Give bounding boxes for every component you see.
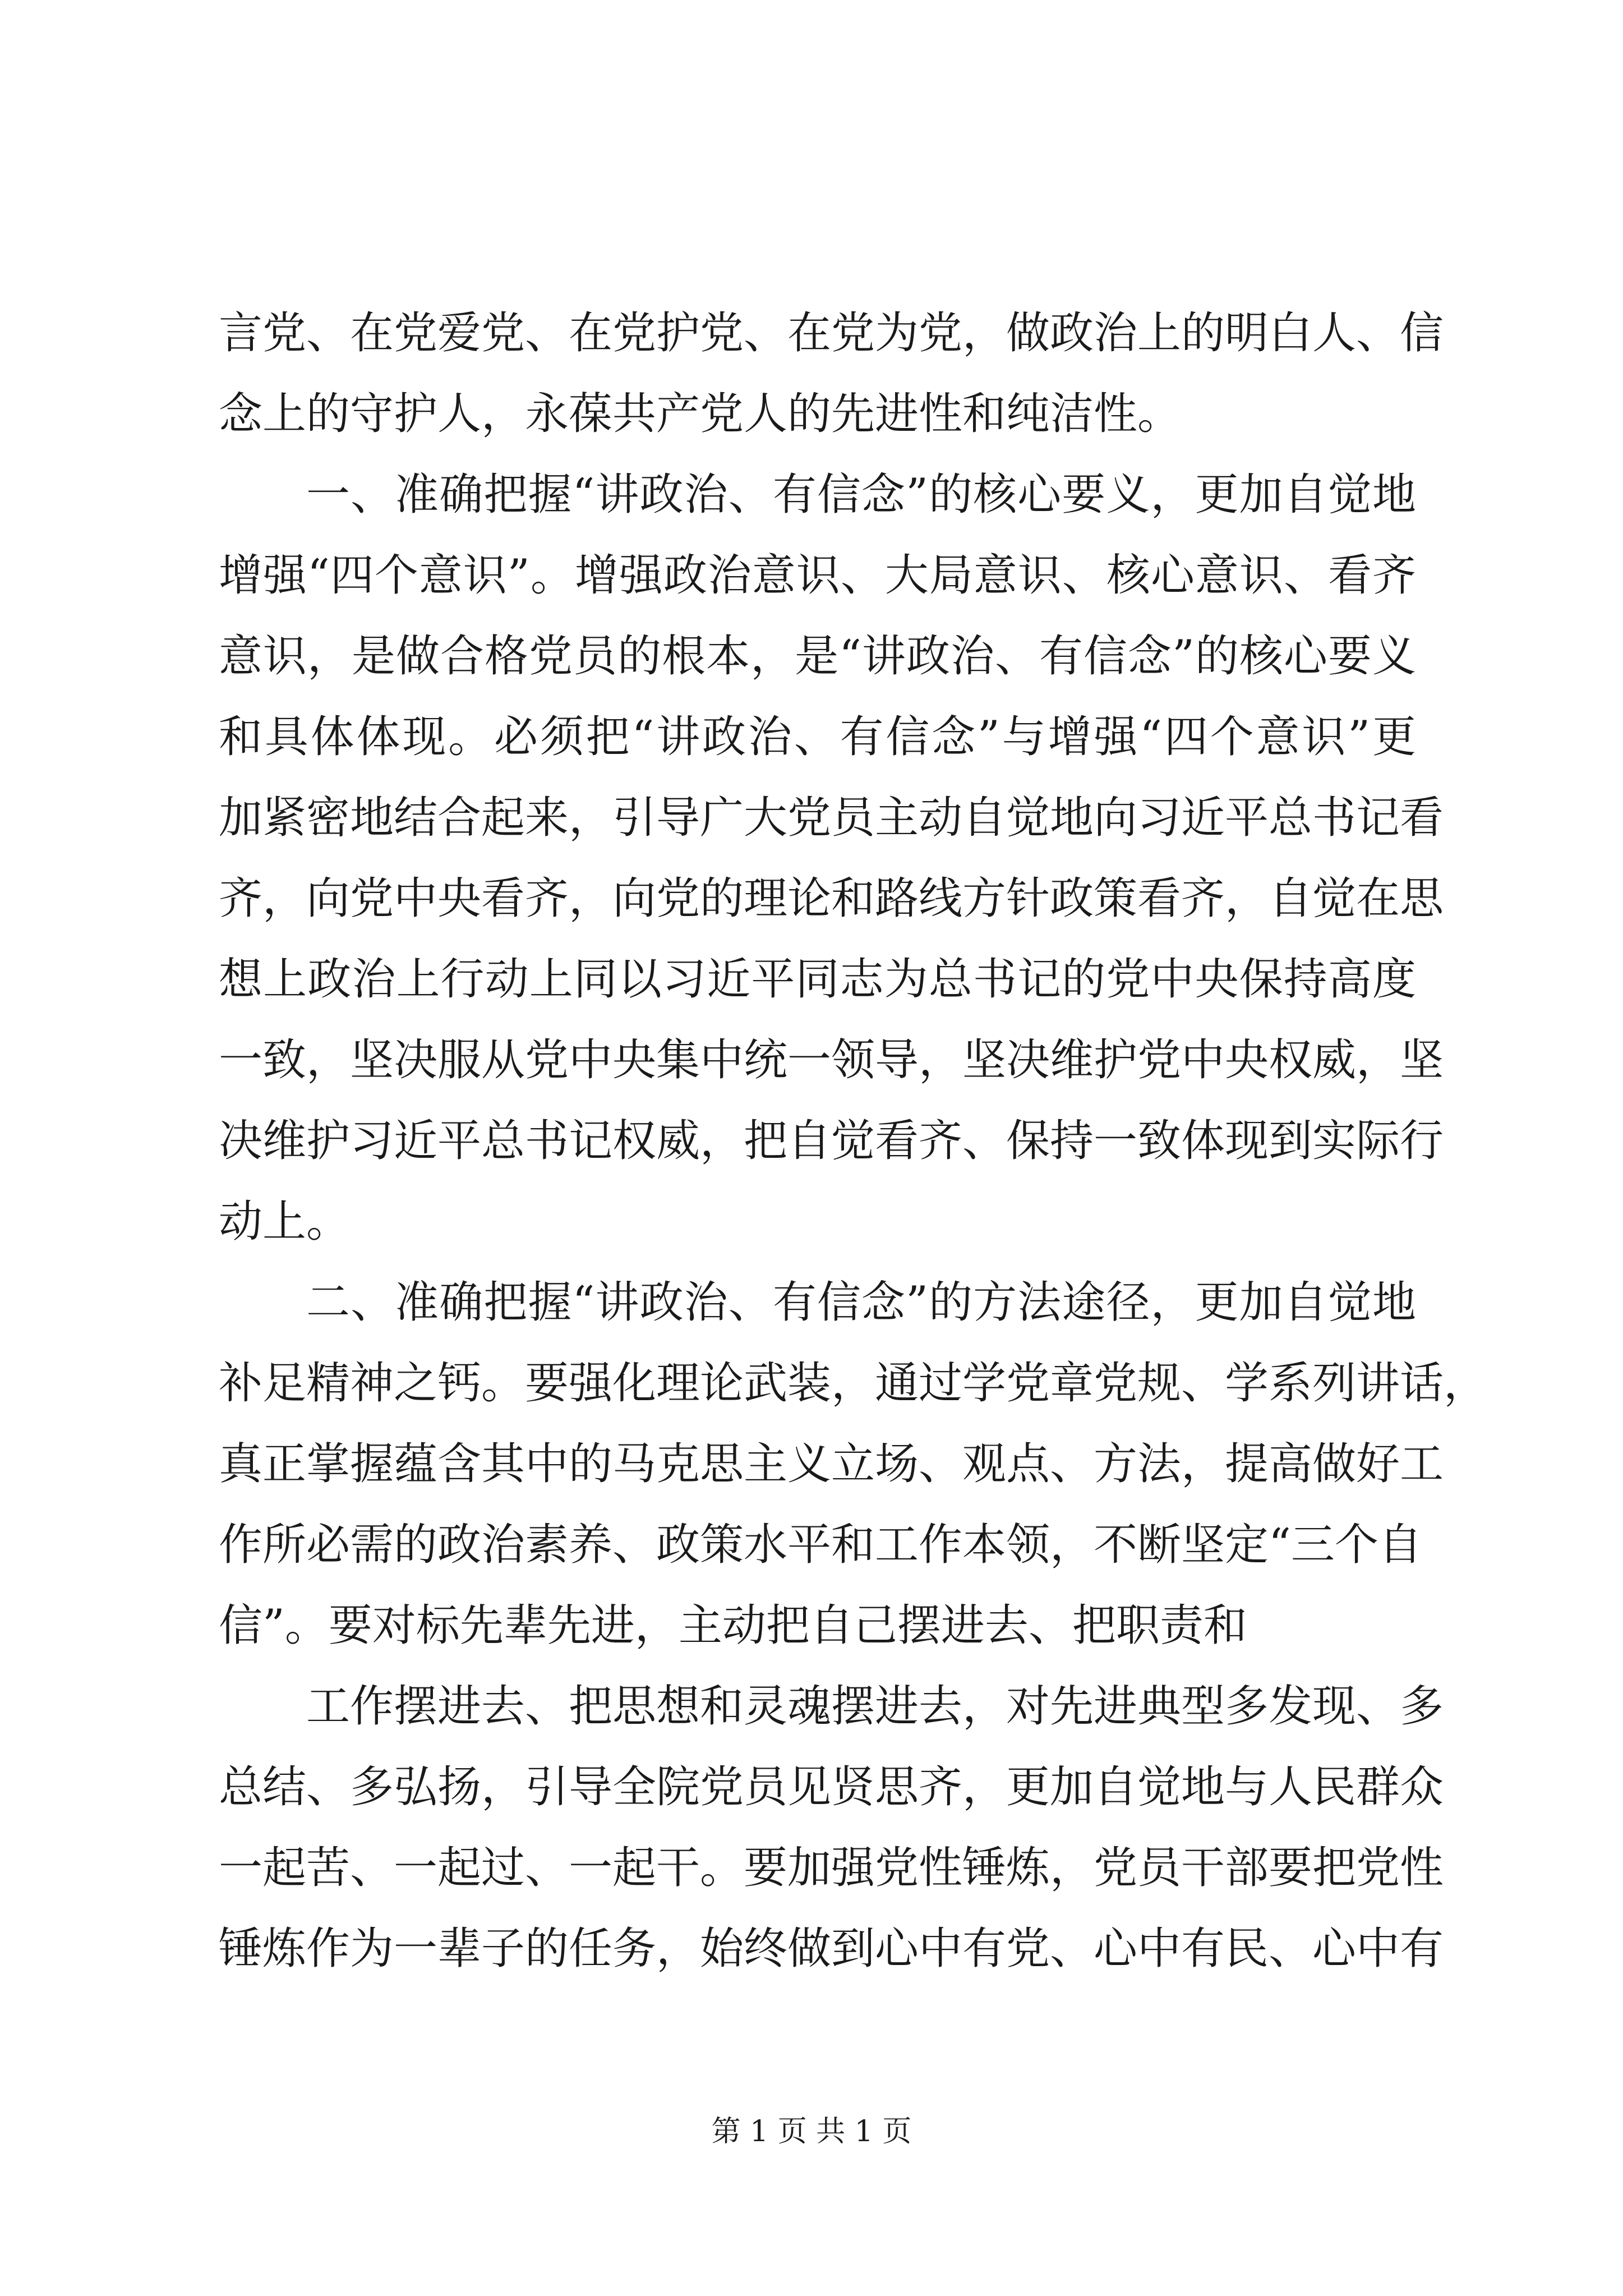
- page-number-label: 第 1 页 共 1 页: [711, 2115, 912, 2148]
- document-body: [219, 293, 1488, 1989]
- text-line: 一致，坚决服从党中央集中统一领导，坚决维护党中央权威，坚: [219, 1035, 1444, 1085]
- text-line: 锤炼作为一辈子的任务，始终做到心中有党、心中有民、心中有: [219, 1924, 1444, 1974]
- page-footer: [0, 2112, 1623, 2151]
- text-line: 念上的守护人，永葆共产党人的先进性和纯洁性。: [219, 389, 1182, 439]
- text-line: 真正掌握蕴含其中的马克思主义立场、观点、方法，提高做好工: [219, 1439, 1444, 1489]
- text-line: 意识，是做合格党员的根本，是“讲政治、有信念”的核心要义: [219, 631, 1416, 682]
- text-line: 二、准确把握“讲政治、有信念”的方法途径，更加自觉地: [306, 1277, 1416, 1328]
- text-line: 补足精神之钙。要强化理论武装，通过学党章党规、学系列讲话，: [219, 1358, 1488, 1409]
- text-line: 工作摆进去、把思想和灵魂摆进去，对先进典型多发现、多: [306, 1681, 1444, 1732]
- text-line: 和具体体现。必须把“讲政治、有信念”与增强“四个意识”更: [219, 712, 1416, 762]
- text-line: 一、准确把握“讲政治、有信念”的核心要义，更加自觉地: [306, 470, 1416, 520]
- text-line: 一起苦、一起过、一起干。要加强党性锤炼，党员干部要把党性: [219, 1843, 1444, 1893]
- text-line: 想上政治上行动上同以习近平同志为总书记的党中央保持高度: [219, 954, 1416, 1005]
- text-line: 决维护习近平总书记权威，把自觉看齐、保持一致体现到实际行: [219, 1116, 1444, 1166]
- text-line: 言党、在党爱党、在党护党、在党为党，做政治上的明白人、信: [219, 308, 1444, 358]
- text-line: 信”。要对标先辈先进，主动把自己摆进去、把职责和: [219, 1600, 1247, 1651]
- text-line: 总结、多弘扬，引导全院党员见贤思齐，更加自觉地与人民群众: [219, 1762, 1444, 1812]
- text-line: 增强“四个意识”。增强政治意识、大局意识、核心意识、看齐: [219, 550, 1416, 601]
- text-line: 动上。: [219, 1197, 351, 1247]
- text-line: 齐，向党中央看齐，向党的理论和路线方针政策看齐，自觉在思: [219, 873, 1444, 924]
- text-line: 作所必需的政治素养、政策水平和工作本领，不断坚定“三个自: [219, 1520, 1422, 1570]
- text-line: 加紧密地结合起来，引导广大党员主动自觉地向习近平总书记看: [219, 793, 1444, 843]
